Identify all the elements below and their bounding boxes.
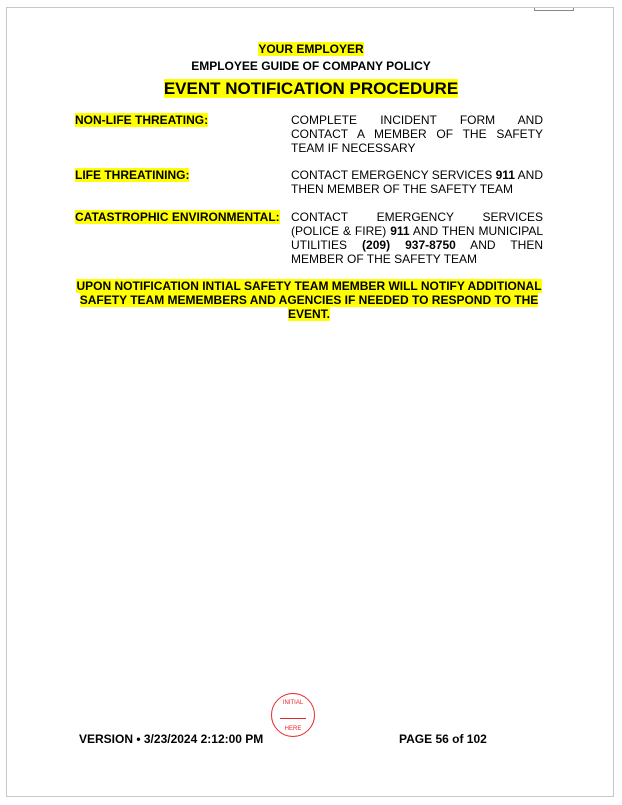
stamp-line bbox=[280, 718, 306, 719]
procedure-label: CATASTROPHIC ENVIRONMENTAL: bbox=[75, 210, 280, 224]
procedure-description: COMPLETE INCIDENT FORM AND CONTACT A MEMBER OF THE SAFETY TEAM IF NECESSARY bbox=[291, 113, 543, 155]
emergency-number: 911 bbox=[390, 224, 410, 238]
corner-box bbox=[534, 8, 574, 11]
procedure-description: CONTACT EMERGENCY SERVICES (POLICE & FIRE) 911 AND THEN MUNICIPAL UTILITIES (209) 937-8750 AND THEN MEMBER OF THE SAFETY TEAM bbox=[291, 210, 544, 266]
procedure-description: CONTACT EMERGENCY SERVICES 911 AND THEN MEMBER OF THE SAFETY TEAM bbox=[291, 168, 543, 196]
notification-notice: UPON NOTIFICATION INTIAL SAFETY TEAM MEMBER WILL NOTIFY ADDITIONAL SAFETY TEAM MEMEMBERS AND AGENCIES IF NEEDED TO RESPOND TO THE EVENT. bbox=[76, 279, 542, 321]
footer-version: VERSION • 3/23/2024 2:12:00 PM bbox=[79, 732, 264, 746]
stamp-top-text: INITIAL bbox=[282, 700, 304, 706]
initial-here-stamp bbox=[271, 693, 315, 737]
utilities-phone: (209) 937-8750 bbox=[362, 238, 456, 252]
stamp-bottom-text: HERE bbox=[284, 726, 302, 732]
procedure-label: NON-LIFE THREATING: bbox=[75, 113, 209, 127]
page-title: EVENT NOTIFICATION PROCEDURE bbox=[163, 79, 459, 98]
emergency-number: 911 bbox=[495, 168, 515, 182]
procedure-label: LIFE THREATINING: bbox=[75, 168, 190, 182]
employer-name: YOUR EMPLOYER bbox=[258, 42, 364, 56]
footer-page-number: PAGE 56 of 102 bbox=[399, 732, 487, 746]
guide-title: EMPLOYEE GUIDE OF COMPANY POLICY bbox=[191, 59, 431, 73]
